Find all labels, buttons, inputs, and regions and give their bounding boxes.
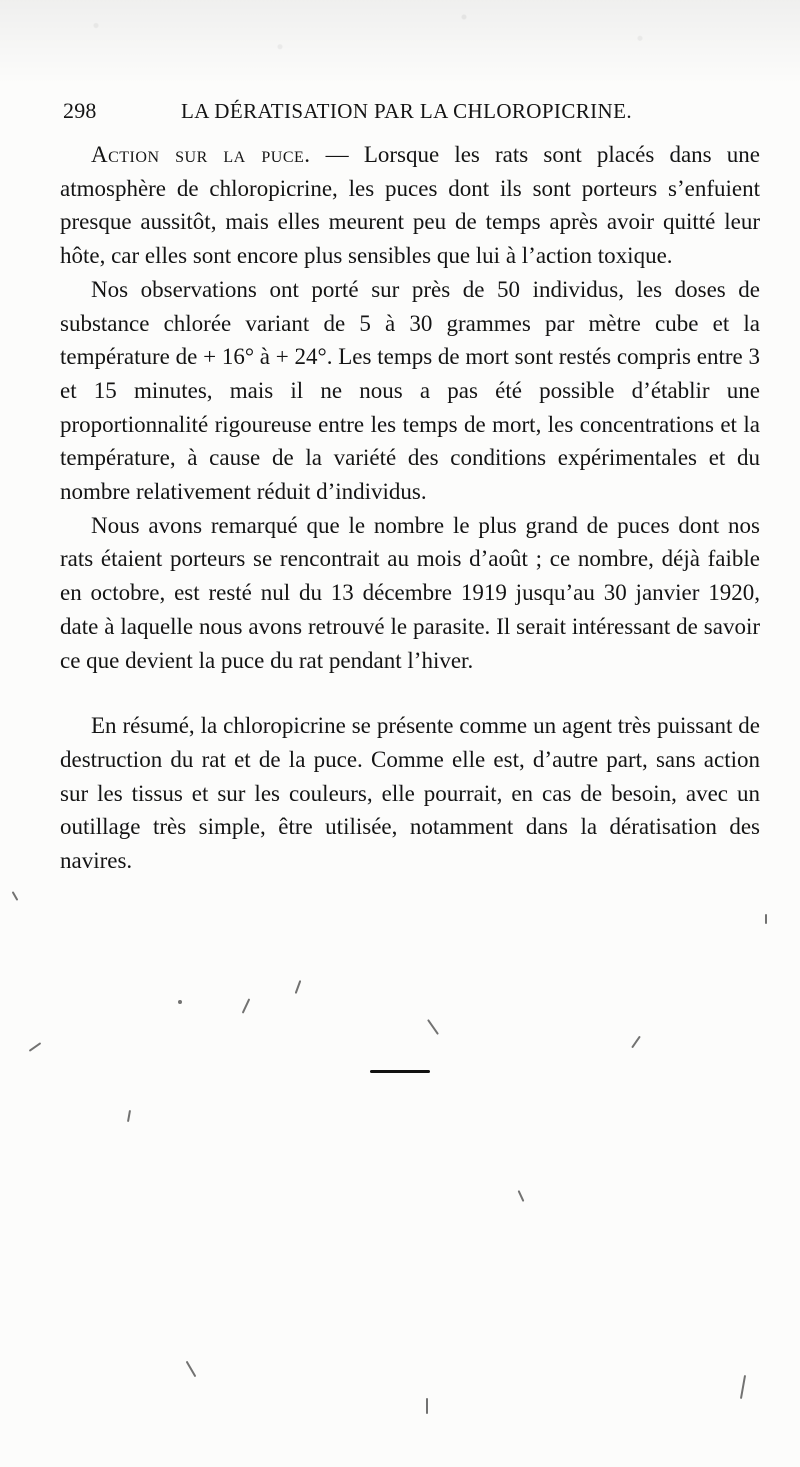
paragraph-text: — Lorsque les rats sont placés dans une atmosphère de chloropicrine, les puces dont ils sont porteurs s’enfuient presque aussitôt, mais elles meurent peu de temps après avoir quitté leur hôte, car elles sont encore plus sensibles que lui à l’action toxique. [60,142,760,269]
section-lead: Action sur la puce. [91,142,311,167]
scan-speck [631,1036,641,1049]
scan-speck [242,998,251,1013]
running-title: LA DÉRATISATION PAR LA CHLOROPICRINE. [181,99,632,123]
scan-speck [12,891,19,901]
paragraph-resume [60,709,760,878]
paragraph-action-sur-la-puce [60,138,760,273]
scan-speck [178,1000,182,1004]
scan-speck [127,1110,131,1122]
page-number: 298 [63,98,97,123]
paragraph-puce-hiver [60,509,760,678]
page-header [63,94,753,128]
paragraph-text: Nos observations ont porté sur près de 50 individus, les doses de substance chlorée variant de 5 à 30 grammes par mètre cube et la température de + 16° à + 24°. Les temps de mort sont restés compris entre 3 et 15 minutes, mais il ne nous a pas été possible d’établir une proportionnalité rigoureuse entre les temps de mort, les concentrations et la température, à cause de la variété des conditions expérimentales et du nombre relativement réduit d’individus. [60,276,760,505]
scan-speck [765,914,767,924]
scan-speck [295,980,302,994]
scan-speck [29,1042,42,1052]
scan-noise-top [0,0,800,85]
page-body [60,138,760,878]
scan-speck [518,1190,525,1202]
paragraph-observations [60,273,760,509]
paragraph-text: Nous avons remarqué que le nombre le plus grand de puces dont nos rats étaient porteurs se rencontrait au mois d’août ; ce nombre, déjà faible en octobre, est resté nul du 13 décembre 1919 jusqu’au 30 janvier 1920, date à laquelle nous avons retrouvé le parasite. Il serait intéressant de savoir ce que devient la puce du rat pendant l’hiver. [60,512,760,673]
scan-speck [740,1375,746,1399]
section-end-rule [370,1070,430,1073]
scan-speck [426,1398,428,1414]
paragraph-text: En résumé, la chloropicrine se présente comme un agent très puissant de destruction du rat et de la puce. Comme elle est, d’autre part, sans action sur les tissus et sur les couleurs, elle pourrait, en cas de besoin, avec un outillage très simple, être utilisée, notamment dans la dératisation des navires. [60,713,760,874]
scan-speck [427,1019,439,1035]
scan-speck [186,1361,197,1378]
